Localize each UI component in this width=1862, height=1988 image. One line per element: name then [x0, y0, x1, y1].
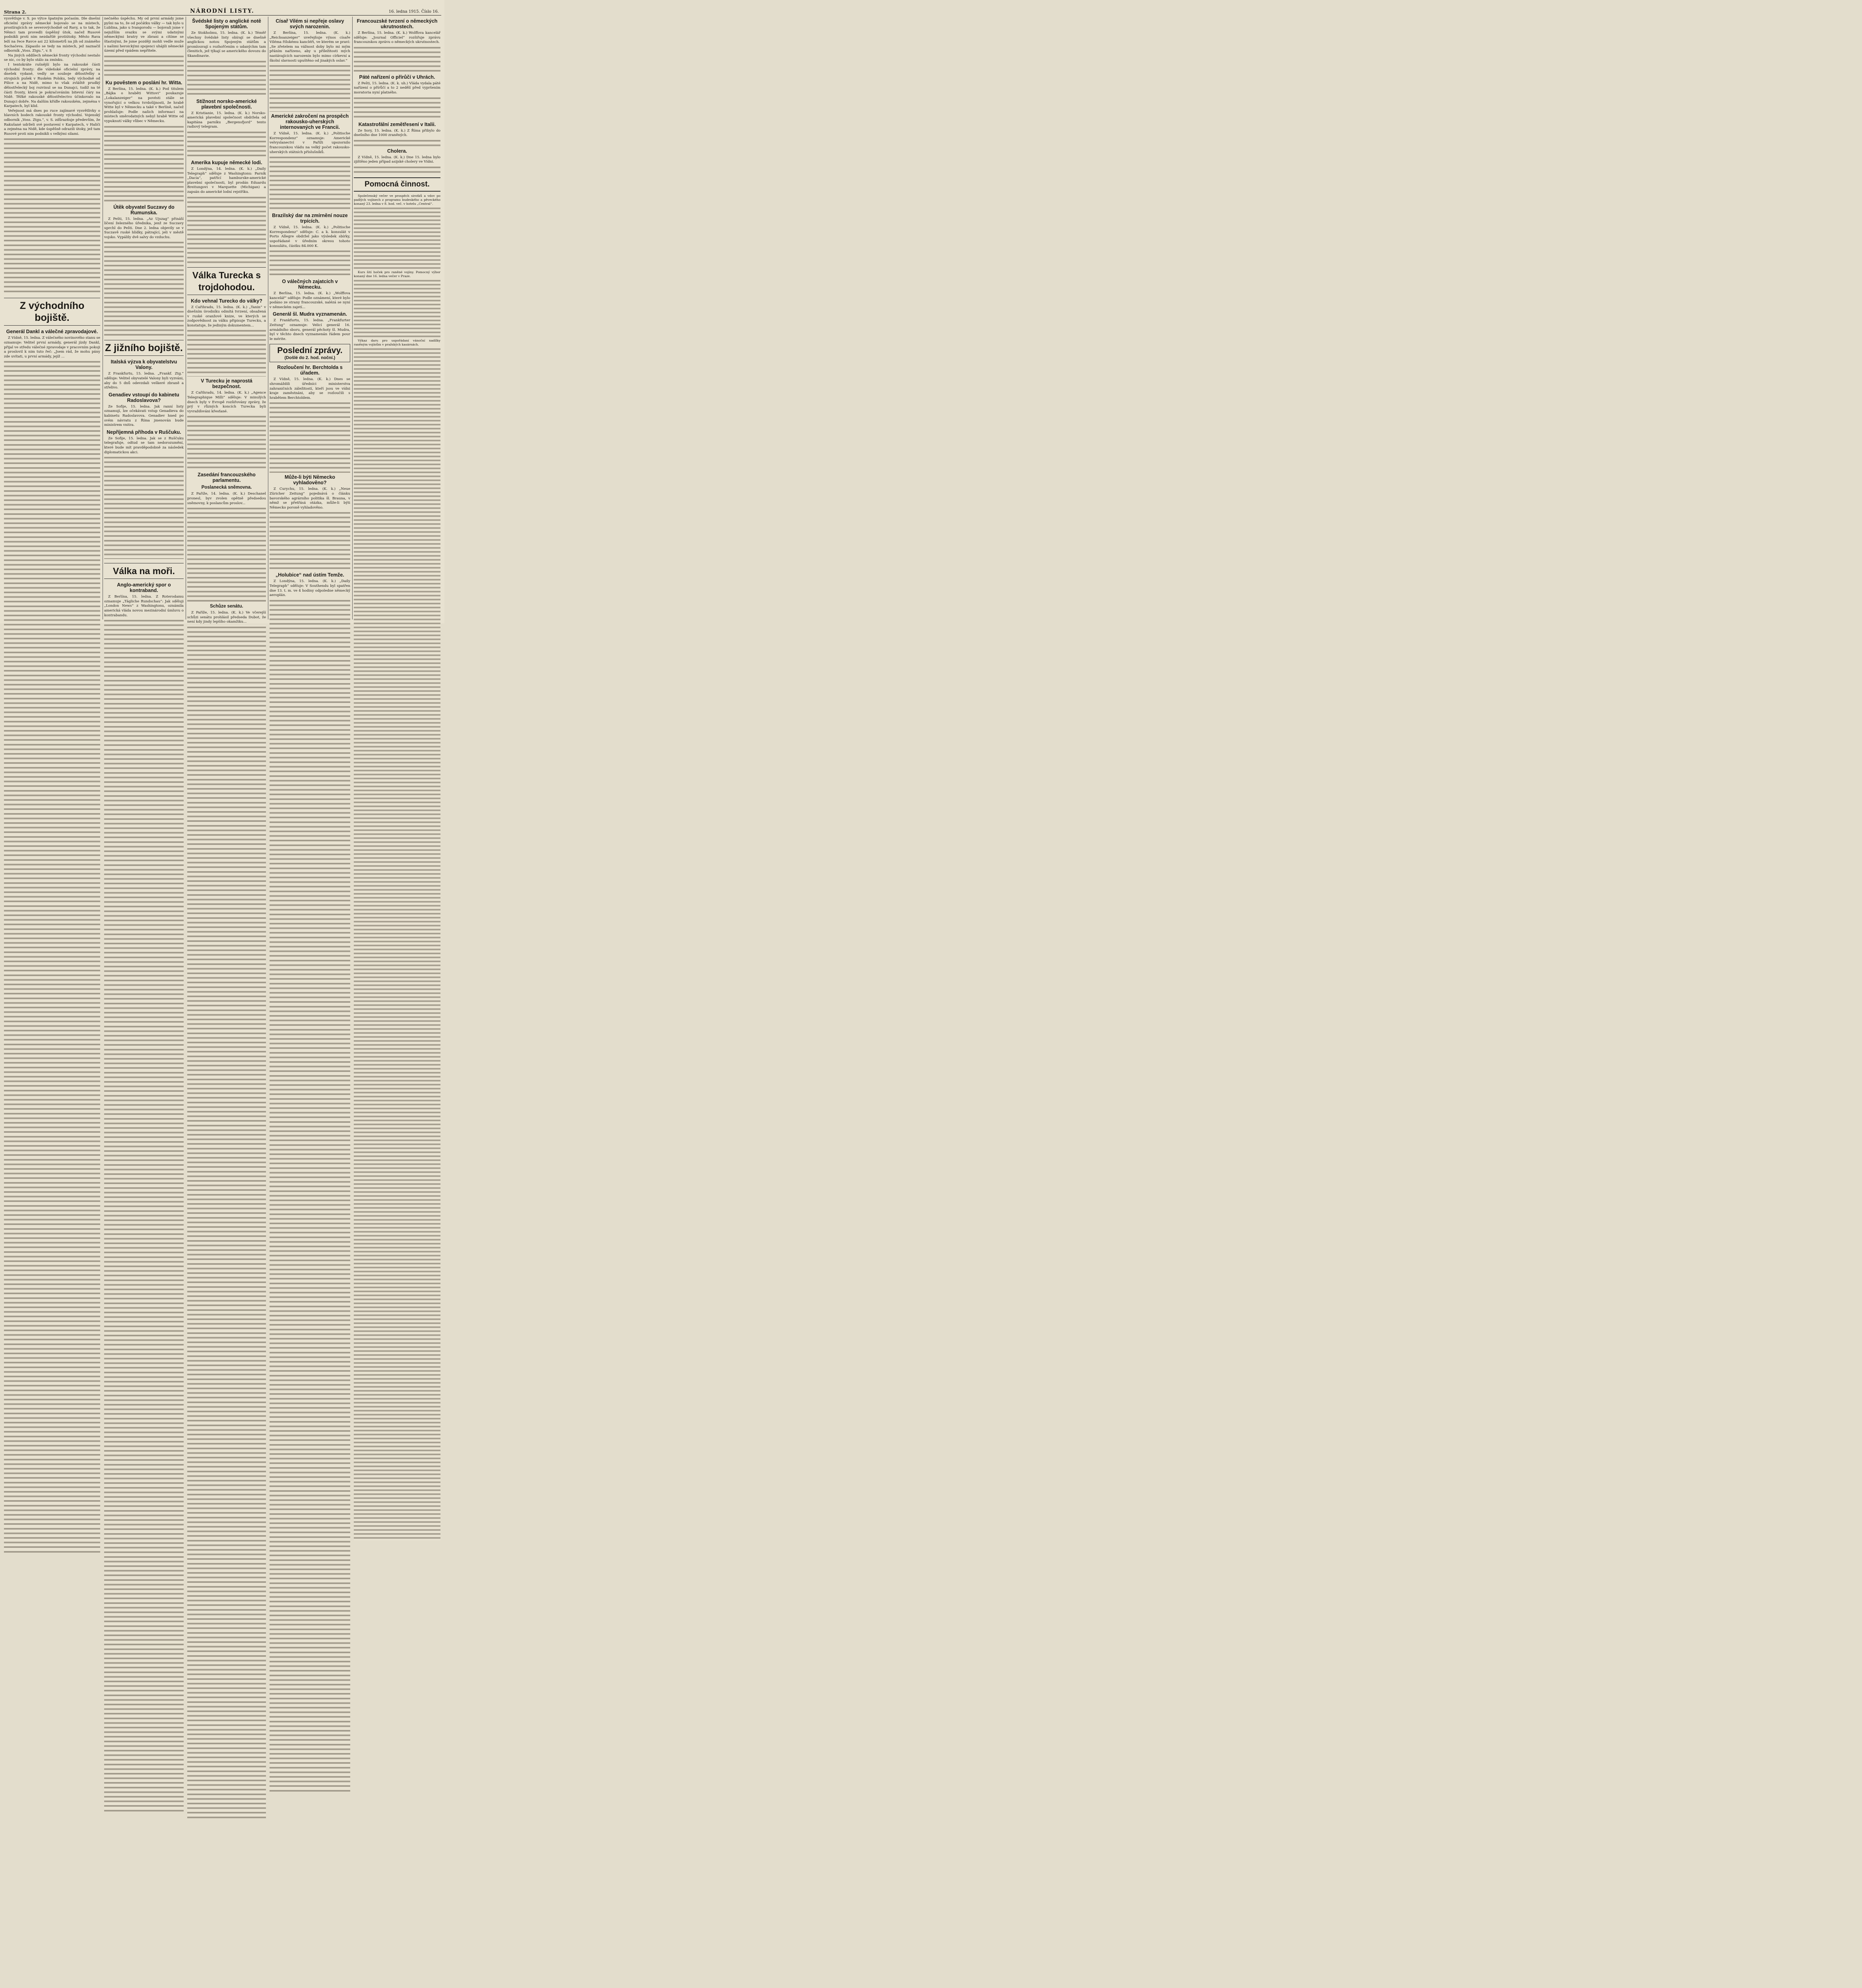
- article-text: Z Berlína, 15. ledna. Z Roterodamu oznamuje „Tägliche Rundschau“: Jak sděluji „London News“ z Washingtonu, oznámila americká vláda novou mezinárodní úmluvu o kontrabandu.: [104, 595, 184, 617]
- text-lines: [187, 196, 266, 263]
- article-text: Z Cařihradu, 14. ledna. (K. k.) „Agence Telegraphique Milli“ sděluje: V minulých dnech byly v Evropě rozšiřovány zprávy, že prý v různých koncích Turecka byli vyvražďováni křesťané.: [187, 391, 266, 414]
- text-lines: [187, 625, 266, 1818]
- article-text: Z Vídně, 15. ledna. (K. k.) „Politische Korrespondenz“ sděluje: C. a k. konsulát v Porto Allegre obdržel jako výsledek sbírky, uspořádané v úředním okresu tohoto konsulátu, částku 84.000 K.: [270, 225, 350, 248]
- article-headline: V Turecku je naprostá bezpečnost.: [201, 378, 252, 390]
- section-heading: Válka Turecka s trojdohodou.: [187, 267, 266, 295]
- article-text: I tentokráte rušnější bylo na rakouské části východní fronty: dle vídeňské oficielní zprávy, na dnešek vydané, vedly se souboje dělostřelby a strojních pušek v Ruském Polsku, tedy východně od Pilice a na Nidě, mimo to však zvláště prudký dělostřelecký boj rozvinul se na Dunajci, tudíž na té části fronty, která je pokračováním bitevní čáry na Nidě. Těžké rakouské dělostřelectvo účinkovalo na Dunajci dobře. Na dalším kříďle rakouském, zejména v Karpatech, byl klid.: [4, 62, 100, 109]
- article-text: Z Curychu, 15. ledna. (K. k.) „Neue Züricher Zeitung“ pojednává o článku bavorského agrárního politika šl. Brauna, v němž se přetřásá otázka, může-li býti Německo poroně vyhladověno.: [270, 487, 350, 510]
- article-headline: Může-li býti Německo vyhladověno?: [284, 474, 336, 486]
- text-lines: [187, 507, 266, 602]
- text-lines: [354, 139, 440, 147]
- article-subheadline: Schůze senátu.: [210, 604, 243, 609]
- column-5: [354, 17, 440, 619]
- article-headline: Ku pověstem o poslání hr. Witta.: [105, 80, 182, 85]
- article-text: Z Paříže, 14. ledna. (K. k.) Deschanel pronesl, byv zvolen opětně předsedou sněmovny, k poslancům proslov...: [187, 492, 266, 505]
- article-text: Z Vídně, 15. ledna. Z válečného novinového stanu se oznamuje: Velitel první armády, generál jízdy Dankl, přijal ve středu válečné zpravodaje v pracovním pokoji a proslovil k nim tuto řeč: „Jsem rád, že mohu pány zde uvítati, u první armády, jejíž ...: [4, 336, 100, 359]
- text-lines: [104, 241, 184, 336]
- article-headline: Útěk obyvatel Suczavy do Rumunska.: [113, 204, 175, 215]
- section-heading: Pomocná činnost.: [365, 180, 430, 188]
- article-text: Na jiných oddílech německé fronty východní nestalo se nic, co by bylo stálo za zmínku.: [4, 53, 100, 62]
- article-text: Z Frankfurtu, 15. ledna. „Frankfurter Zeitung“ oznamuje: Velicí generál 16. armádního sboru, generál pěchoty šl. Mudra, byl v těchto dnech vyznamenán řádem pour le mérite.: [270, 318, 350, 341]
- latest-news-title: Poslední zprávy.: [277, 346, 343, 355]
- article-headline: Brazilský dar na zmírnění nouze trpících.: [272, 213, 348, 224]
- text-lines: [187, 415, 266, 470]
- article-headline: Katastrofální zemětřesení v Italii.: [358, 121, 436, 127]
- article-text: nečného úspěchu. My od první armády jsme pyšni na to, že od počátku války — tak bylo u Lublina, jako u Ivangorodu — bojovali jsme v nejužším svazku se svými udatnými německými bratry ve zbrani a cítíme se šťastnými, že jsme později mohli vedle muže s našimi heroickými spojenci uhájili německé území před vpádem nepřítele.: [104, 17, 184, 53]
- text-lines: [270, 401, 350, 473]
- column-4: [270, 17, 350, 619]
- article-text: Ze Stokholmu, 15. ledna. (K. k.) Téměř všechny švédské listy obírají se dnešně anglickou notou Spojeným státům a promlouvají s rozhořčením o udanýchm tam členitich, jež týkají se amerického dovozu do Skandinavie.: [187, 31, 266, 58]
- article-text: Z Kristianie, 15. ledna. (K. k.) Norsko-americká plavební společnost obdržela od kapitána parníku „Bergensfjord“ tento radiový telegram.: [187, 111, 266, 129]
- text-lines: [354, 348, 440, 1540]
- article-headline: Stížnost norsko-americké plavební společnosti.: [196, 98, 257, 110]
- article-text: Společenský večer ve prospěch sirotků a vdov po padlých vojínech z programu budeského a pěveckého konaný 23. ledna v 8. hod. več. v hotelu „Central“.: [354, 194, 440, 206]
- article-headline: Páté nařízení o přírůčí v Uhrách.: [359, 74, 435, 80]
- text-lines: [270, 155, 350, 211]
- article-text: vysvětluje v. S. po výtce špatným počasím. Dle dnešní oficielní zprávy německé bojovalo se na místech, prostírajících se severovýchodně od Ravy, a to tak, že Němci tam provedli úspěšný útok, načež Rusové podnikli proti nim nezdařilé protiútoky. Město Rava leží na řece Ravce asi 22 kilometrů na jih od známého Sochačeva. Zápasilo se tedy na místech, jež naznačil odborník „Voss. Ztgu.“, v. S: [4, 17, 100, 53]
- article-headline: Císař Vilém si nepřeje oslavy svých narozenin.: [275, 18, 344, 29]
- section-heading: Z jižního bojiště.: [104, 340, 184, 356]
- article-headline: Americké zakročení na prospěch rakousko-uherských internovaných ve Francii.: [271, 113, 349, 130]
- article-text: Z Londýna, 14. ledna. (K. k.) „Daily Telegraph“ sděluje z Washingtonu: Parník „Dacia“, patřící hamburske-americké plavební společnosti, byl prodán Eduardu Breitungovi v Marquette (Michigan) a zapsán do americké lodní rejstříku.: [187, 167, 266, 194]
- article-text: Kurs šití hoček pro raněné vojíny. Pomocný výbor konaný dne 16. ledna večer v Praze.: [354, 270, 440, 278]
- article-headline: Generál šl. Mudra vyznamenán.: [273, 311, 347, 317]
- column-1: [4, 17, 100, 619]
- article-headline: O válečných zajatcích v Německu.: [282, 279, 338, 290]
- article-text: Z Berlína, 15. ledna. (K. k.) Wolffova kancelář sděluje: „Journal Officiel“ rozšiřuje zprávu francouzskou zprávu o německých ukrutnostech.: [354, 31, 440, 45]
- article-text: Z Frankfurtu, 15. ledna. „Frankf. Ztg.“ sděluje: Velitel obyvatelé Valony byli vyzváni, aby do 5 dnů odevzdali veškeré zbraně a střelivo.: [104, 372, 184, 390]
- text-lines: [187, 130, 266, 158]
- text-lines: [187, 60, 266, 97]
- article-text: Z Berlína, 15. ledna. (K. k.) „Wolffova kancelář“ sděluje: Podle oznámení, které bylo podáno ze strany francouzské, nalézá se nyní v německém zajetí...: [270, 291, 350, 309]
- article-text: Ze Sofije, 15. ledna. Jak se z Ruščuku telegrafuje, odtud se tam nedorozumění, které bude mít pravděpodobně za následek diplomatickou akci.: [104, 436, 184, 454]
- article-text: Z Pešti, 15. ledna. „Az Ujszag“ přináší líčení železného úřednika, jenž ze Suczavy uprchl do Pešti. Dne 2. ledna objevily se v Suczavě ruské hlídky, pátrající, jeli v městě vojsko. Vypálily dvě salvy do vzduchu.: [104, 217, 184, 239]
- article-headline: Anglo-americký spor o kontraband.: [117, 582, 171, 594]
- article-text: Z Berlína, 15. ledna. (K. k.) „Reichsanzeiger“ uveřejňuje výnos císaře Viléma říšskému kancléři, ve kterém se praví: „Se zřetelem na vážnost doby bylo mi mým přáním nařízeno, aby u příležitosti mých nastávajících narozenin bylo mimo církevní a školní slavnosti upuštěno od jinakých oslav.“: [270, 31, 350, 63]
- text-lines: [270, 511, 350, 571]
- column-divider: [352, 17, 353, 619]
- issue-date: 16. ledna 1915. Číslo 16.: [388, 10, 439, 14]
- article-text: Z Paříže, 15. ledna. (K. k.) Ve včerejší schůzi senátu prohlásil předseda Dubot, že není kdy jindy lepšího okamžiku...: [187, 611, 266, 624]
- text-lines: [104, 54, 184, 78]
- article-headline: Cholera.: [387, 148, 407, 154]
- text-lines: [354, 46, 440, 73]
- article-text: Veřejnost má dnes po ruce zajímavé vysvětlivky o hlavních bodech rakouské fronty východní. Vojenský odborník „Voss. Ztgu.“, v. S. zdůrazňuje především, že Rakušané udrželi své postavení v Karpatech, v Haliči a zejména na Nidě, kde úspěšně odrazili útoky, jež tam Rusové proti nim podnikli s velkými silami.: [4, 109, 100, 136]
- latest-news-subtitle: (Došlé do 2. hod. noční.): [284, 355, 336, 361]
- article-headline: Amerika kupuje německé lodi.: [191, 159, 262, 165]
- column-2: [104, 17, 184, 619]
- text-lines: [354, 279, 440, 339]
- article-text: Ze Sofije, 15. ledna. Jak ranní listy oznamují, lze očekávati vstup Genadieva do kabinetu Radoslavova. Genadiev hned po svém návratu z Říma jmenován bude ministrem vnitra.: [104, 404, 184, 427]
- article-text: Z Vídně, 15. ledna. (K. k.) „Politische Korrespondenz“ oznamuje: Americké velvyslanectví v Paříži upozornilo francouzskou vládu na velký počet rakousko-uherských státních příslušníků.: [270, 132, 350, 154]
- article-text: Z Vídně, 15. ledna. (K. k.) Dne 15. ledna bylo zjištěno jeden případ asijské cholery ve Vídni.: [354, 155, 440, 164]
- page-number: Strana 2.: [4, 10, 27, 15]
- text-lines: [104, 619, 184, 1811]
- text-lines: [270, 249, 350, 277]
- newspaper-title: NÁRODNÍ LISTY.: [190, 8, 254, 14]
- article-headline: Genadiev vstoupí do kabinetu Radoslavova?: [109, 392, 179, 403]
- article-headline: Italská výzva k obyvatelstvu Valony.: [111, 359, 177, 371]
- article-headline: Rozloučení hr. Berchtolda s úřadem.: [277, 365, 343, 376]
- text-lines: [270, 64, 350, 112]
- article-text: Z Vídně, 15. ledna. (K. k.) Dnes se shromáždili úředníci ministerstva zahraničních záležitostí, kteří jsou ve vídni kraje zaměstnáni, aby se rozloučili s hrabětem Berchtoldem.: [270, 377, 350, 400]
- masthead-rule: [3, 15, 441, 16]
- article-text: Z Pešti, 15. ledna. (K. k. uh.) Vláda vydala páté nařízení o přírůčí a to 2 nedělí před vypršením moratoria nyní platného.: [354, 81, 440, 95]
- text-lines: [354, 96, 440, 120]
- text-lines: [187, 329, 266, 377]
- masthead: [0, 0, 444, 16]
- article-headline: Zasedání francouzského parlamentu.: [198, 472, 256, 483]
- text-lines: [4, 360, 100, 1553]
- text-lines: [104, 456, 184, 559]
- text-lines: [270, 599, 350, 1792]
- text-lines: [104, 125, 184, 203]
- section-heading: Z východního bojiště.: [4, 298, 100, 326]
- article-text: Výkaz daru pro uspořádaní vánoční nadílky raněným vojínům v pražských kasárnách.: [354, 338, 440, 346]
- newspaper-page: [0, 0, 444, 623]
- article-headline: Švédské listy o anglické notě Spojeným státům.: [192, 18, 261, 29]
- article-subheadline: Poslanecká sněmovna.: [201, 485, 252, 490]
- article-text: Z Cařihradu, 15. ledna. (K. k.) „Tanin“ v dnešním úvodníku odmítá tvrzení, obsažená v ruské oranžové knize, ve kterých se zodpovědnost za válku připisuje Turecku, a konstatuje, že jediným dokumentem...: [187, 305, 266, 328]
- article-headline: „Holubice“ nad ústím Temže.: [275, 572, 344, 578]
- text-lines: [354, 207, 440, 270]
- text-lines: [4, 137, 100, 294]
- text-lines: [354, 165, 440, 175]
- article-text: Ze Sory, 15. ledna. (K. k.) Z Říma přibylo do dnešního dne 1000 zraněných.: [354, 128, 440, 138]
- article-headline: Kdo vehnal Turecko do války?: [191, 298, 262, 304]
- article-text: Z Londýna, 15. ledna. (K. k.) „Daily Telegraph“ sděluje: V Southendu byl spatřen dne 13. t. m. ve 4 hodiny odpoledne německý aeroplán.: [270, 579, 350, 598]
- article-headline: Nepříjemná příhoda v Ruščuku.: [107, 429, 181, 435]
- article-headline: Francouzské tvrzení o německých ukrutnostech.: [357, 18, 438, 29]
- latest-news-banner: [270, 344, 350, 362]
- article-text: Z Berlína, 15. ledna. (K. k.) Pod titulem „Bájka o hraběti Wittovi“ poukazuje „Lokalanzeiger“ na povésti stále se vynořující o velkou tvrdošíjnosti, že hrabě Witte byl v Německu a také v Berlíně, načež prohlašuje: Podle našich informací na místech směrodatných nebyl hrabě Witte od vypuknutí války vůbec v Německu.: [104, 87, 184, 123]
- section-heading: Válka na moři.: [104, 563, 184, 579]
- column-3: [187, 17, 266, 624]
- article-headline: Generál Dankl a válečné zpravodajové.: [6, 329, 98, 335]
